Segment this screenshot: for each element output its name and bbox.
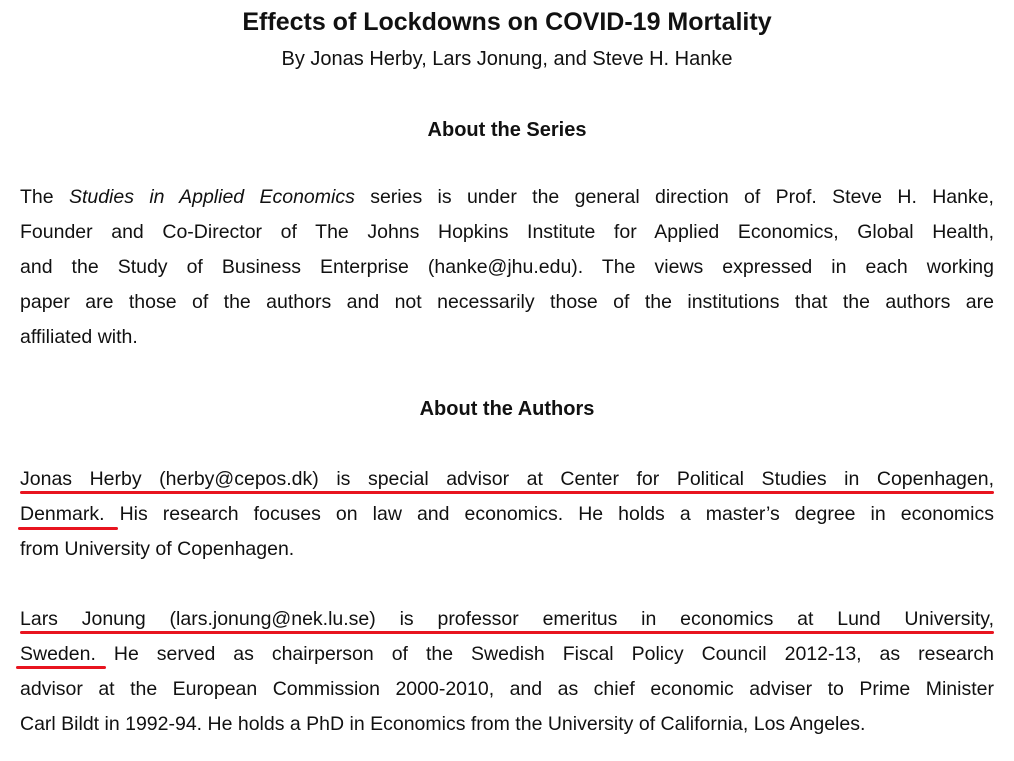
- authors-heading: About the Authors: [419, 398, 595, 420]
- jonung-underline-1: [20, 631, 994, 634]
- herby-line-1: Jonas Herby (herby@cepos.dk) is special advisor at Center for Political Studies in Copenhagen,: [20, 468, 994, 490]
- series-paragraph: [20, 180, 994, 355]
- jonung-line-4: Carl Bildt in 1992-94. He holds a PhD in Economics from the University of California, Los Angeles.: [20, 713, 866, 735]
- series-heading: About the Series: [427, 119, 587, 141]
- jonung-line-2: Sweden. He served as chairperson of the Swedish Fiscal Policy Council 2012-13, as research: [20, 643, 994, 665]
- series-line-2: Founder and Co-Director of The Johns Hopkins Institute for Applied Economics, Global Health,: [20, 221, 994, 243]
- series-name-italic: Studies in Applied Economics: [68, 186, 355, 208]
- jonung-line-1: Lars Jonung (lars.jonung@nek.lu.se) is professor emeritus in economics at Lund University,: [20, 608, 994, 630]
- series-line-1: The Studies in Applied Economics series is under the general direction of Prof. Steve H. Hanke,: [20, 186, 994, 208]
- jonung-paragraph: [20, 602, 994, 742]
- herby-line-3: from University of Copenhagen.: [20, 538, 295, 560]
- series-line-4: paper are those of the authors and not necessarily those of the institutions that the authors are: [20, 291, 994, 313]
- jonung-line-3: advisor at the European Commission 2000-2010, and as chief economic adviser to Prime Minister: [20, 678, 994, 700]
- paper-byline: By Jonas Herby, Lars Jonung, and Steve H. Hanke: [281, 48, 733, 70]
- herby-line-2: Denmark. His research focuses on law and economics. He holds a master’s degree in economics: [20, 503, 994, 525]
- series-line-5: affiliated with.: [20, 326, 138, 348]
- herby-underline-2: [18, 527, 118, 530]
- paper-title: Effects of Lockdowns on COVID-19 Mortality: [242, 8, 772, 36]
- herby-underline-1: [20, 491, 994, 494]
- jonung-underline-2: [16, 666, 106, 669]
- herby-paragraph: [20, 462, 994, 567]
- series-line-3: and the Study of Business Enterprise (hanke@jhu.edu). The views expressed in each working: [20, 256, 994, 278]
